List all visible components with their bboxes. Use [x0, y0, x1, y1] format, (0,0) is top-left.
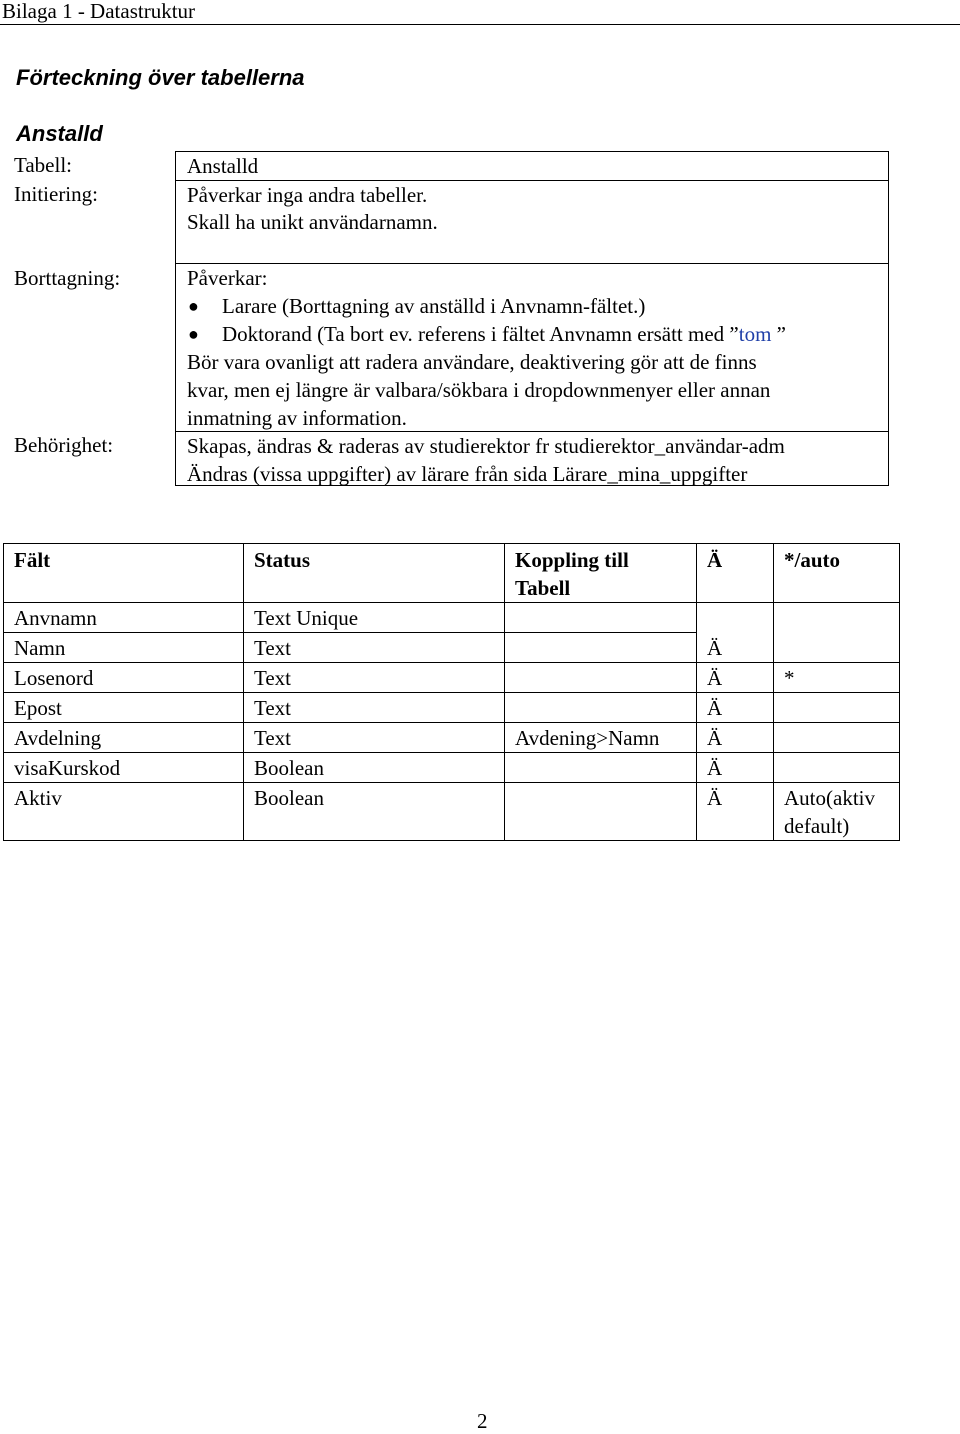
cell-status: Text Unique: [244, 603, 505, 633]
cell-a: [697, 603, 774, 633]
label-behorighet: Behörighet:: [14, 433, 114, 457]
cell-falt: Avdelning: [4, 723, 244, 753]
divider: [176, 263, 888, 264]
cell-status: Text: [244, 663, 505, 693]
cell-status: Text: [244, 693, 505, 723]
table-row: [4, 753, 900, 783]
cell-koppling: Avdening>Namn: [505, 723, 697, 753]
cell-auto: [774, 633, 900, 663]
initiering-line-2: Skall ha unikt användarnamn.: [187, 210, 438, 234]
cell-falt: Namn: [4, 633, 244, 663]
bullet-item-doktorand-text: Doktorand (Ta bort ev. referens i fältet Anvnamn ersätt med ”: [222, 322, 739, 346]
cell-falt: Epost: [4, 693, 244, 723]
cell-auto: [774, 693, 900, 723]
cell-auto: [774, 753, 900, 783]
tom-keyword: tom: [738, 322, 772, 346]
cell-koppling: [505, 753, 697, 783]
table-name-heading: Anstalld: [16, 121, 103, 146]
note-line-3: inmatning av information.: [187, 406, 407, 430]
bullet-item-doktorand-end: ”: [771, 322, 786, 346]
cell-falt: Anvnamn: [4, 603, 244, 633]
bullet-item-doktorand: [222, 320, 786, 348]
behorighet-line-2: Ändras (vissa uppgifter) av lärare från sida Lärare_mina_uppgifter: [187, 462, 748, 486]
cell-a: Ä: [697, 783, 774, 841]
label-borttagning: Borttagning:: [14, 266, 121, 290]
table-row: [4, 783, 900, 841]
cell-status: Boolean: [244, 753, 505, 783]
header-falt: Fält: [4, 544, 244, 603]
table-row: [4, 603, 900, 633]
cell-a: Ä: [697, 723, 774, 753]
table-row: [4, 633, 900, 663]
page-header: [0, 0, 960, 25]
cell-koppling: [505, 693, 697, 723]
section-title: Förteckning över tabellerna: [16, 65, 305, 90]
bullet-icon: ●: [188, 324, 199, 344]
header-title: Bilaga 1 - Datastruktur: [2, 0, 196, 23]
table-row: [4, 663, 900, 693]
cell-auto: *: [774, 663, 900, 693]
table-row: [4, 693, 900, 723]
header-auto: */auto: [774, 544, 900, 603]
behorighet-line-1: Skapas, ändras & raderas av studierektor fr studierektor_användar-adm: [187, 434, 785, 458]
cell-falt: visaKurskod: [4, 753, 244, 783]
cell-status: Text: [244, 633, 505, 663]
header-status: Status: [244, 544, 505, 603]
cell-status: Text: [244, 723, 505, 753]
cell-koppling: [505, 633, 697, 663]
bullet-item-larare: Larare (Borttagning av anställd i Anvnamn-fältet.): [222, 294, 646, 318]
note-line-1: Bör vara ovanligt att radera användare, deaktivering gör att de finns: [187, 350, 757, 374]
cell-falt: Aktiv: [4, 783, 244, 841]
label-tabell: Tabell:: [14, 153, 73, 177]
page-number: 2: [477, 1409, 488, 1433]
header-a: Ä: [697, 544, 774, 603]
header-koppling: Koppling till Tabell: [505, 544, 697, 603]
cell-a: Ä: [697, 693, 774, 723]
cell-status: Boolean: [244, 783, 505, 841]
table-row: [4, 723, 900, 753]
table-header-row: [4, 544, 900, 603]
cell-a: Ä: [697, 633, 774, 663]
cell-auto: [774, 603, 900, 633]
initiering-line-1: Påverkar inga andra tabeller.: [187, 183, 428, 207]
cell-koppling: [505, 603, 697, 633]
fields-table: [3, 543, 900, 841]
borttagning-intro: Påverkar:: [187, 266, 268, 290]
cell-koppling: [505, 663, 697, 693]
table-metadata-box: [175, 151, 889, 486]
cell-auto: [774, 723, 900, 753]
cell-a: Ä: [697, 663, 774, 693]
cell-a: Ä: [697, 753, 774, 783]
cell-falt: Losenord: [4, 663, 244, 693]
tabell-value: Anstalld: [187, 154, 259, 178]
cell-auto: Auto(aktiv default): [774, 783, 900, 841]
cell-koppling: [505, 783, 697, 841]
label-initiering: Initiering:: [14, 182, 98, 206]
note-line-2: kvar, men ej längre är valbara/sökbara i dropdownmenyer eller annan: [187, 378, 771, 402]
bullet-icon: ●: [188, 296, 199, 316]
